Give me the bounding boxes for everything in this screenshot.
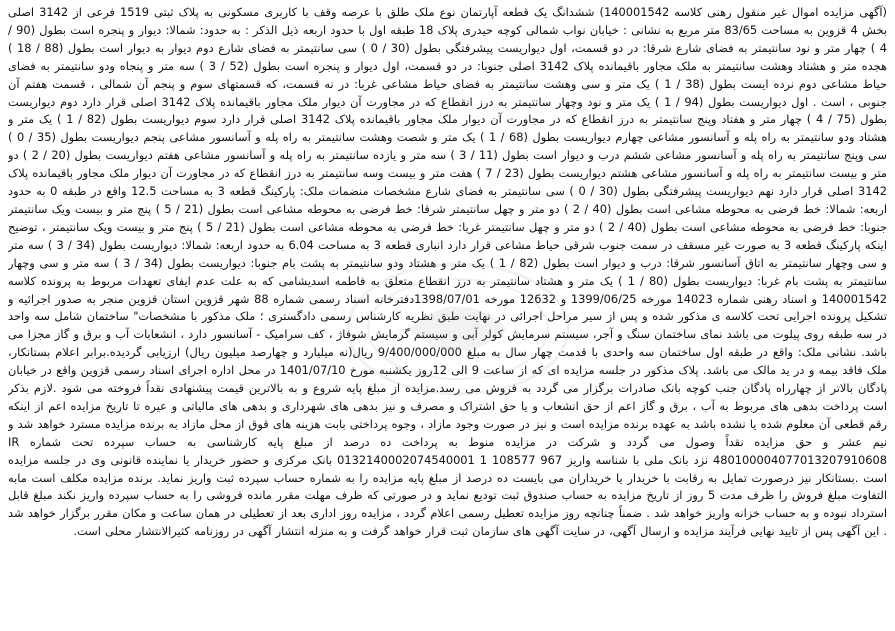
auction-notice-document (8, 4, 887, 627)
auction-notice-text: (آگهی مزایده اموال غیر منقول رهنی کلاسه 140001542) ششدانگ یک قطعه آپارتمان نوع ملک طلق با عرصه وقف با کاربری مسکونی به پلاک ثبتی 1519 فرعی از 3142 اصلی بخش 4 قزوین به مساحت 83/65 متر مربع به نشانی : خیابان نواب شمالی کوچه حیدری پلاک 18 طبقه اول با حدود اربعه ذیل الذکر : به حدود: شمالا: دیوار و پنجره است بطول (90 / 4 ) چهار متر و نود سانتیمتر به فضای شارع شرقا: در دو قسمت، اول دیواریست پیشرفتگی بطول (30 / 0 ) سی سانتیمتر به فضای شارع دوم دیوار به دیوار است بطول (88 / 18 ) هجده متر و هشتاد وهشت سانتیمتر به ملک مجاور باقیمانده پلاک 3142 اصلی جنوبا: در دو قسمت، اول دیوار و پنجره است بطول (52 / 3 ) سه متر و پنجاه ودو سانتیمتر به فضای حیاط مشاعی دوم نرده ایست بطول (38 / 1 ) یک متر و سی وهشت سانتیمتر به فضای حیاط مشاعی غربا: در نه قسمت، که قسمتهای سوم و پنجم آن شمالی ، قسمت هفتم آن جنوبی ، است . اول دیواریست بطول (94 / 1 ) یک متر و نود وچهار سانتیمتر به درز انقطاع که در مجاورت آن دیوار ملک مجاور باقیمانده پلاک 3142 اصلی قرار دارد دوم دیواریست بطول (75 / 4 ) چهار متر و هفتاد وپنج سانتیمتر به درز انقطاع که در مجاورت آن دیوار ملک مجاور باقیمانده پلاک 3142 اصلی قرار دارد سوم دیواریست بطول (82 / 1 ) یک متر و هشتاد ودو سانتیمتر به راه پله و آسانسور مشاعی چهارم دیواریست بطول (68 / 1 ) یک متر و شصت وهشت سانتیمتر به راه پله و آسانسور مشاعی پنجم دیواریست بطول (35 / 0 ) سی وپنج سانتیمتر به راه پله و آسانسور مشاعی ششم درب و دیوار است بطول (11 / 3 ) سه متر و یازده سانتیمتر به راه پله و آسانسور مشاعی هفتم دیواریست بطول (20 / 2 ) دو متر و بیست سانتیمتر به راه پله و آسانسور مشاعی هشتم دیواریست بطول (23 / 7 ) هفت متر و بیست وسه سانتیمتر به درز انقطاع که در مجاورت آن دیوار ملک مجاور باقیمانده پلاک 3142 اصلی قرار دارد نهم دیواریست پیشرفتگی بطول (30 / 0 ) سی سانتیمتر به فضای شارع مشخصات منضمات ملک: پارکینگ قطعه 3 به مساحت 12.5 واقع در طبقه 0 به حدود اربعه: شمالا: خط فرضی به محوطه مشاعی است بطول (40 / 2 ) دو متر و چهل سانتیمتر شرقا: خط فرضی به محوطه مشاعی است بطول (21 / 5 ) پنج متر و بیست ویک سانتیمتر جنوبا: خط فرضی به محوطه مشاعی است بطول (40 / 2 ) دو متر و چهل سانتیمتر غربا: خط فرضی به محوطه مشاعی است بطول (21 / 5 ) پنج متر و بیست ویک سانتیمتر ، توضیح اینکه پارکینگ قطعه 3 به صورت غیر مسقف در سمت جنوب شرقی حیاط مشاعی قرار دارد انباری قطعه 3 به مساحت 6.04 به حدود اربعه: شمالا: دیواریست بطول (34 / 3 ) سه متر و سی وچهار سانتیمتر به اتاق آسانسور شرقا: درب و دیوار است بطول (82 / 1 ) یک متر و هشتاد ودو سانتیمتر به پشت بام جنوبا: دیواریست بطول (34 / 3 ) سه متر و سی وچهار سانتیمتر به پشت بام غربا: دیواریست بطول (80 / 1 ) یک متر و هشتاد سانتیمتر به درز انقطاع متعلق به فاطمه اسدیشامی که به علت عدم ایفای تعهدات مربوط به پرونده کلاسه 140001542 و اسناد رهنی شماره 14023 مورخه 1399/06/25 و 12632 مورخه 1398/07/01دفترخانه اسناد رسمی شماره 88 شهر قزوین استان قزوین منجر به صدور اجرائیه و تشکیل پرونده اجرایی تحت کلاسه ی مذکور شده و پس از سیر مراحل اجرائی در نهایت طبق نظریه کارشناس رسمی دادگستری ؛ ملک مذکور با مشخصات" ساختمان شامل سه واحد در سه طبقه روی پیلوت می باشد نمای ساختمان سنگ و آجر، سیستم سرمایش کولر آبی و سیستم گرمایش شوفاژ ، کف سرامیک - آسانسور دارد ، انشعابات آب و برق و گاز مجزا می باشد. نشانی ملک: واقع در طبقه اول ساختمان سه واحدی با قدمت چهار سال به مبلغ 9/400/000/000 ریال(نه میلیارد و چهارصد میلیون ریال) ارزیابی گردیده.برابر اعلام بستانکار، ملک فاقد بیمه و در ید مالک می باشد. پلاک مذکور در جلسه مزایده ای که از ساعت 9 الی 12روز یکشنبه مورخ 1401/07/10 در محل اداره اجرای اسناد رسمی قزوین واقع در خیابان پادگان بالاتر از چهارراه پادگان جنب کوچه بانک صادرات برگزار می گردد به فروش می رسد.مزایده از مبلغ پایه شروع و به بالاترین قیمت پیشنهادی نقداً فروخته می شود .لازم بذکر است پرداخت بدهی های مربوط به آب ، برق و گاز اعم از حق انشعاب و یا حق اشتراک و مصرف و نیز بدهی های شهرداری و بدهی های مالیاتی و عیره تا تاریخ مزایده اعم از اینکه رقم قطعی آن معلوم شده یا نشده باشد به عهده برنده مزایده است و نیز در صورت وجود مازاد ، وجوه پرداختی بابت هزینه های قوق از محل مازاد به برنده مزایده مسترد خواهد شد و نیم عشر و حق مزایده نقداً وصول می گردد و شرکت در مزایده منوط به پرداخت ده درصد از مبلغ پایه کارشناسی به حساب سپرده تحت شماره IR 480100004077013207910608 نزد بانک ملی با شناسه واریز 967 108577 1 0132140002074540001 بانک مرکزی و حضور خریدار یا نماینده قانونی وی در جلسه مزایده است .بستانکار نیز درصورت تمایل به رقابت با خریدار یا خریداران می بایست ده درصد از مبلغ پایه مزایده را به شماره حساب سپرده ثبت واریز نماید. برنده مزایده مکلف است مابه التفاوت مبلغ فروش را ظرف مدت 5 روز از تاریخ مزایده به حساب صندوق ثبت تودیع نماید و در صورتی که ظرف مهلت مقرر مانده فروشی را به حساب سپرده واریز نکند مبلغ قابل استرداد نبوده و به حساب خزانه واریز خواهد شد . ضمناً چنانچه روز مزایده تعطیل رسمی اعلام گردد ، مزایده روز اداری بعد از تعطیلی در همان ساعت و مکان مقرر برگزار خواهد شد . این آگهی پس از تایید نهایی فرآیند مزایده و ارسال آگهی، در سایت آگهی های سازمان ثبت قرار خواهد گرفت و به منزله انتشار آگهی در روزنامه کثیرالانتشار محلی است. (8, 5, 887, 539)
